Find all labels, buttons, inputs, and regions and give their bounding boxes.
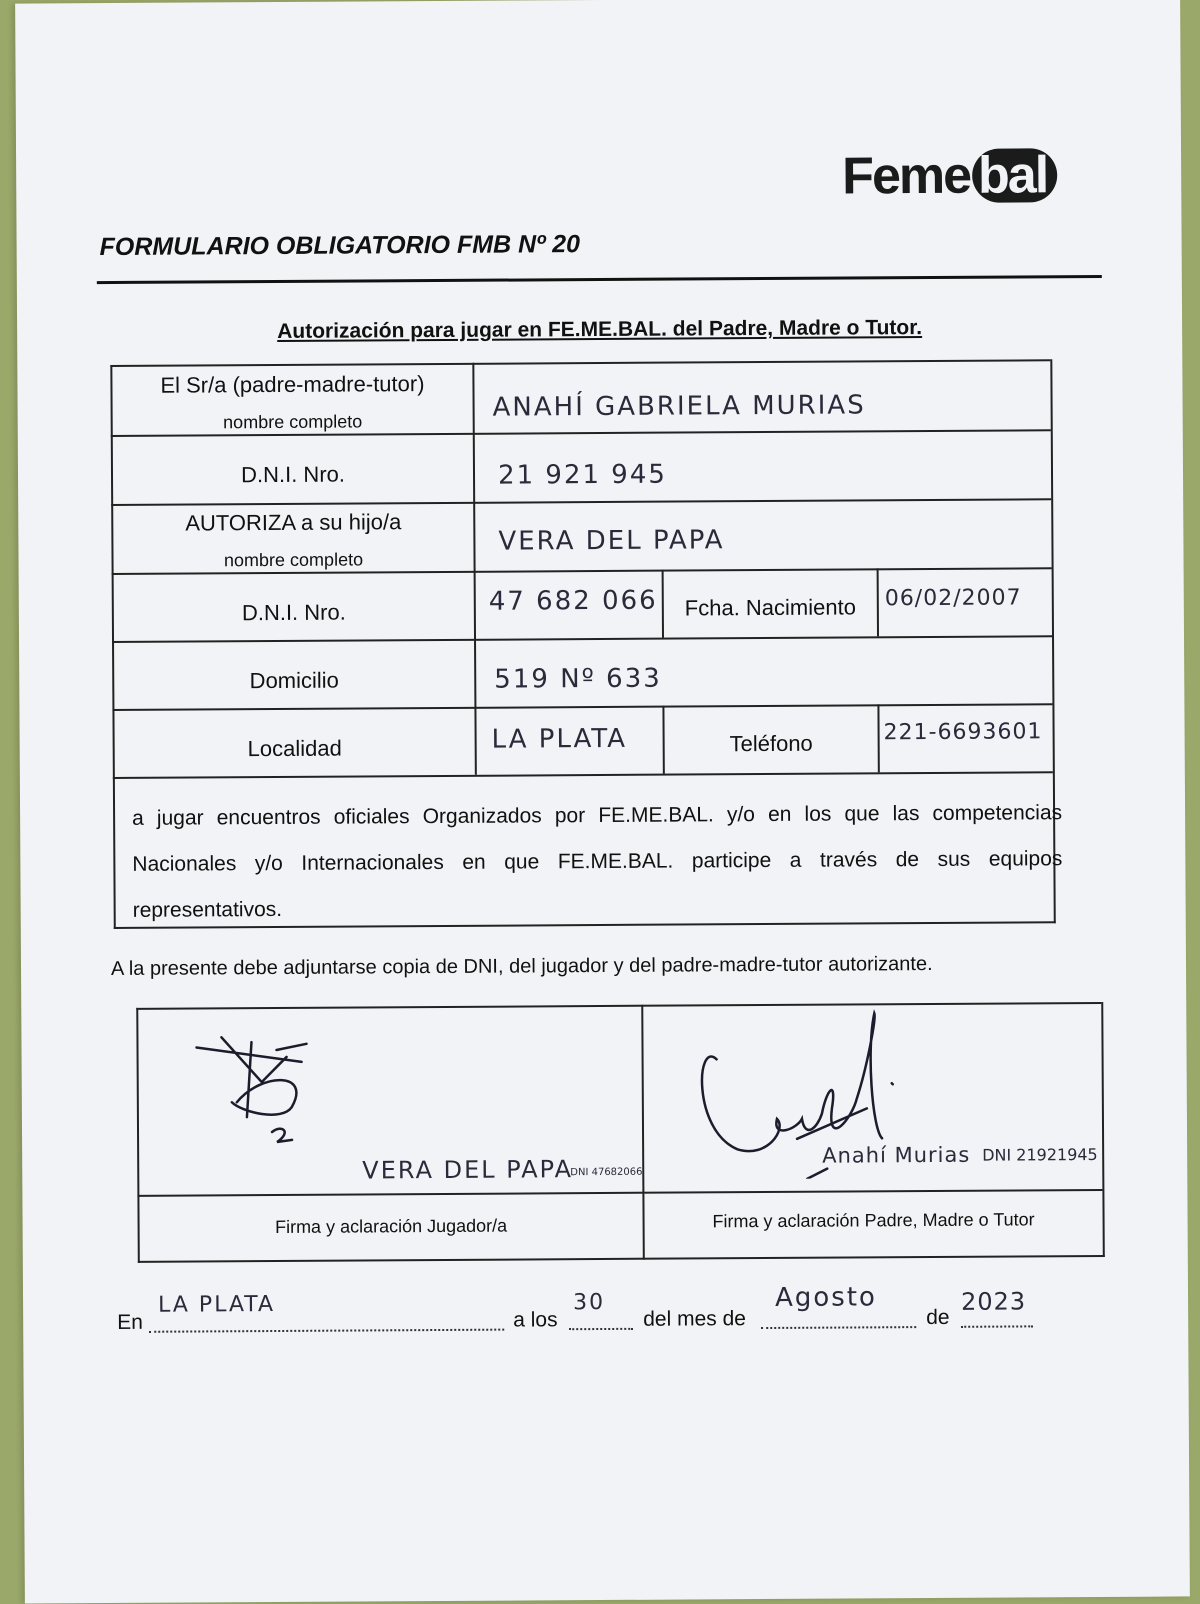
year-dotted-line: [961, 1325, 1033, 1327]
row-separator: [112, 703, 1052, 711]
child-label: AUTORIZA a su hijo/a: [185, 509, 402, 536]
birth-date-value: 06/02/2007: [884, 585, 1022, 612]
attachment-note: A la presente debe adjuntarse copia de DNI, del jugador y del padre-madre-tutor autorizante.: [110, 952, 933, 981]
birth-date-label: Fcha. Nacimiento: [684, 594, 856, 621]
row-separator: [113, 771, 1053, 779]
phone-value: 221-6693601: [883, 719, 1043, 746]
sig-row-separator: [137, 1189, 1102, 1197]
child-dni-value: 47 682 066: [488, 585, 658, 617]
month-value: Agosto: [774, 1282, 877, 1313]
column-separator: [877, 704, 879, 772]
logo-text-1: Feme: [842, 146, 971, 206]
parent-dni: DNI 21921945: [982, 1144, 1098, 1165]
de-label: de: [926, 1305, 950, 1330]
row-separator: [111, 498, 1051, 506]
logo-text-2: bal: [972, 148, 1057, 203]
parent-dni-value: 21 921 945: [497, 459, 667, 491]
form-title: FORMULARIO OBLIGATORIO FMB Nº 20: [99, 230, 581, 262]
en-label: En: [117, 1310, 143, 1334]
row-separator: [112, 635, 1052, 643]
child-sublabel: nombre completo: [223, 549, 364, 571]
form-subtitle: Autorización para jugar en FE.ME.BAL. del Padre, Madre o Tutor.: [277, 316, 923, 343]
month-dotted-line: [761, 1326, 916, 1329]
femebal-logo: [842, 145, 1057, 206]
child-dni-label: D.N.I. Nro.: [241, 599, 346, 626]
sig-border-bottom: [138, 1255, 1105, 1263]
table-border-top: [110, 359, 1050, 367]
table-border-left: [110, 365, 115, 929]
parent-name-value: ANAHÍ GABRIELA MURIAS: [492, 390, 866, 423]
sig-border-top: [136, 1002, 1101, 1010]
mes-label: del mes de: [643, 1307, 746, 1331]
child-name-value: VERA DEL PAPA: [498, 525, 725, 557]
parent-signature-label: Firma y aclaración Padre, Madre o Tutor: [712, 1209, 1035, 1232]
address-label: Domicilio: [249, 667, 339, 694]
place-value: LA PLATA: [158, 1292, 276, 1318]
parent-dni-label: D.N.I. Nro.: [240, 461, 346, 488]
year-value: 2023: [960, 1287, 1027, 1316]
player-clarification: VERA DEL PAPA: [362, 1155, 574, 1185]
parent-clarification: Anahí Murias: [822, 1142, 971, 1168]
day-value: 30: [572, 1289, 606, 1316]
parent-sublabel: nombre completo: [223, 411, 363, 433]
player-signature: [191, 1032, 342, 1153]
a-los-label: a los: [513, 1308, 558, 1332]
phone-label: Teléfono: [729, 730, 813, 757]
parent-label: El Sr/a (padre-madre-tutor): [160, 371, 425, 398]
city-label: Localidad: [247, 735, 342, 762]
address-value: 519 Nº 633: [494, 663, 662, 695]
form-sheet: [15, 0, 1190, 1604]
authorization-paragraph: a jugar encuentros oficiales Organizados por FE.ME.BAL. y/o en los que las competencias Nacionales y/o Internacionales en que FE.ME.BAL. participe a través de sus equipos representativos.: [132, 801, 1063, 922]
place-dotted-line: [149, 1329, 504, 1333]
title-rule: [97, 275, 1102, 284]
day-dotted-line: [569, 1328, 633, 1330]
city-value: LA PLATA: [491, 723, 628, 755]
column-separator: [877, 568, 879, 636]
player-dni: DNI 47682066: [570, 1166, 643, 1179]
player-signature-label: Firma y aclaración Jugador/a: [274, 1215, 508, 1238]
